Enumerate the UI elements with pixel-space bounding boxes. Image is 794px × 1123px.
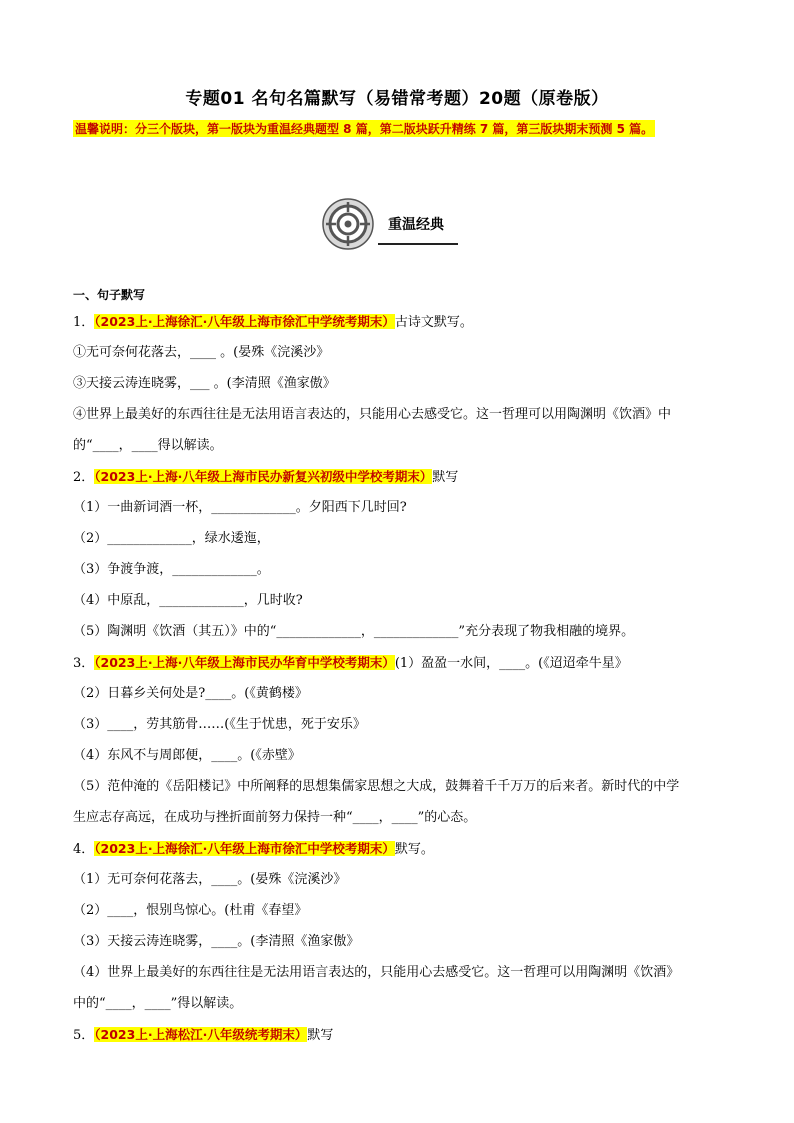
question-text: （3）____，劳其筋骨……(《生于忧患，死于安乐》	[73, 717, 366, 732]
question-line	[73, 864, 733, 895]
question-number: 5．	[73, 1028, 95, 1043]
question-lines	[73, 306, 733, 1050]
page-title: 专题01 名句名篇默写（易错常考题）20题（原卷版）	[185, 89, 609, 109]
question-line	[73, 678, 733, 709]
section-underline	[378, 243, 458, 245]
question-line	[73, 740, 733, 771]
question-line	[73, 957, 733, 988]
question-text: （5）陶渊明《饮酒（其五）》中的“_____________，_____________”充分表现了物我相融的境界。	[73, 624, 635, 639]
question-source: （2023上·上海徐汇·八年级上海市徐汇中学校考期末）	[94, 841, 395, 856]
question-text: （4）中原乱，_____________，几时收?	[73, 593, 303, 608]
question-source: （2023上·上海松江·八年级统考期末）	[94, 1027, 308, 1042]
question-text: 中的“____，____”得以解读。	[73, 996, 243, 1011]
question-line	[73, 306, 733, 337]
question-text: 生应志存高远，在成功与挫折面前努力保持一种“____，____”的心态。	[73, 810, 477, 825]
question-text: （2）日暮乡关何处是?____。(《黄鹤楼》	[73, 686, 308, 701]
question-number: 4．	[73, 842, 95, 857]
question-text: （4）世界上最美好的东西往往是无法用语言表达的，只能用心去感受它。这一哲理可以用陶渊明《饮酒》	[73, 965, 680, 980]
question-line	[73, 461, 733, 492]
question-line	[73, 647, 733, 678]
question-line	[73, 895, 733, 926]
question-line	[73, 1019, 733, 1050]
question-text: （2）_____________，绿水逶迤，	[73, 531, 270, 546]
question-line	[73, 771, 733, 802]
question-line	[73, 399, 733, 430]
question-line	[73, 802, 733, 833]
section-badge	[322, 198, 462, 250]
question-text: （4）东风不与周郎便，____。(《赤壁》	[73, 748, 301, 763]
question-line	[73, 554, 733, 585]
question-source: （2023上·上海·八年级上海市民办华育中学校考期末）	[94, 655, 395, 670]
question-text: (1）盈盈一水间，____。(《迢迢牵牛星》	[394, 656, 628, 671]
question-text: ①无可奈何花落去，____ 。(晏殊《浣溪沙》	[73, 345, 330, 360]
question-line	[73, 523, 733, 554]
question-text: 默写	[307, 1028, 334, 1043]
notice-banner: 温馨说明：分三个版块，第一版块为重温经典题型 8 篇，第二版块跃升精练 7 篇，第三版块期末预测 5 篇。	[75, 122, 654, 136]
question-source: （2023上·上海徐汇·八年级上海市徐汇中学统考期末）	[94, 314, 395, 329]
question-source: （2023上·上海·八年级上海市民办新复兴初级中学校考期末）	[94, 469, 433, 484]
question-text: ④世界上最美好的东西往往是无法用语言表达的，只能用心去感受它。这一哲理可以用陶渊明《饮酒》中	[73, 407, 672, 422]
question-text: （1）一曲新词酒一杯，_____________。夕阳西下几时回?	[73, 500, 407, 515]
question-line	[73, 988, 733, 1019]
question-text: （1）无可奈何花落去，____。(晏殊《浣溪沙》	[73, 872, 347, 887]
question-number: 3．	[73, 656, 95, 671]
question-line	[73, 368, 733, 399]
question-number: 1．	[73, 315, 95, 330]
question-line	[73, 337, 733, 368]
target-icon	[322, 198, 374, 250]
question-text: （5）范仲淹的《岳阳楼记》中所阐释的思想集儒家思想之大成，鼓舞着千千万万的后来者。新时代的中学	[73, 779, 680, 794]
question-text: （3）天接云涛连晓雾，____。(李清照《渔家傲》	[73, 934, 360, 949]
question-line	[73, 833, 733, 864]
question-line	[73, 709, 733, 740]
question-line	[73, 430, 733, 461]
section-heading: 一、句子默写	[73, 288, 146, 302]
question-number: 2．	[73, 470, 95, 485]
section-label: 重温经典	[388, 217, 444, 233]
question-line	[73, 616, 733, 647]
question-text: 的“____，____得以解读。	[73, 438, 223, 453]
question-text: （2）____，恨别鸟惊心。(杜甫《春望》	[73, 903, 308, 918]
question-text: （3）争渡争渡，_____________。	[73, 562, 270, 577]
question-line	[73, 926, 733, 957]
question-text: 古诗文默写。	[394, 315, 473, 330]
question-content	[73, 284, 733, 1050]
question-text: 默写。	[394, 842, 434, 857]
question-line	[73, 492, 733, 523]
question-text: ③天接云涛连晓雾，___ 。(李清照《渔家傲》	[73, 376, 336, 391]
question-text: 默写	[432, 470, 459, 485]
question-line	[73, 585, 733, 616]
